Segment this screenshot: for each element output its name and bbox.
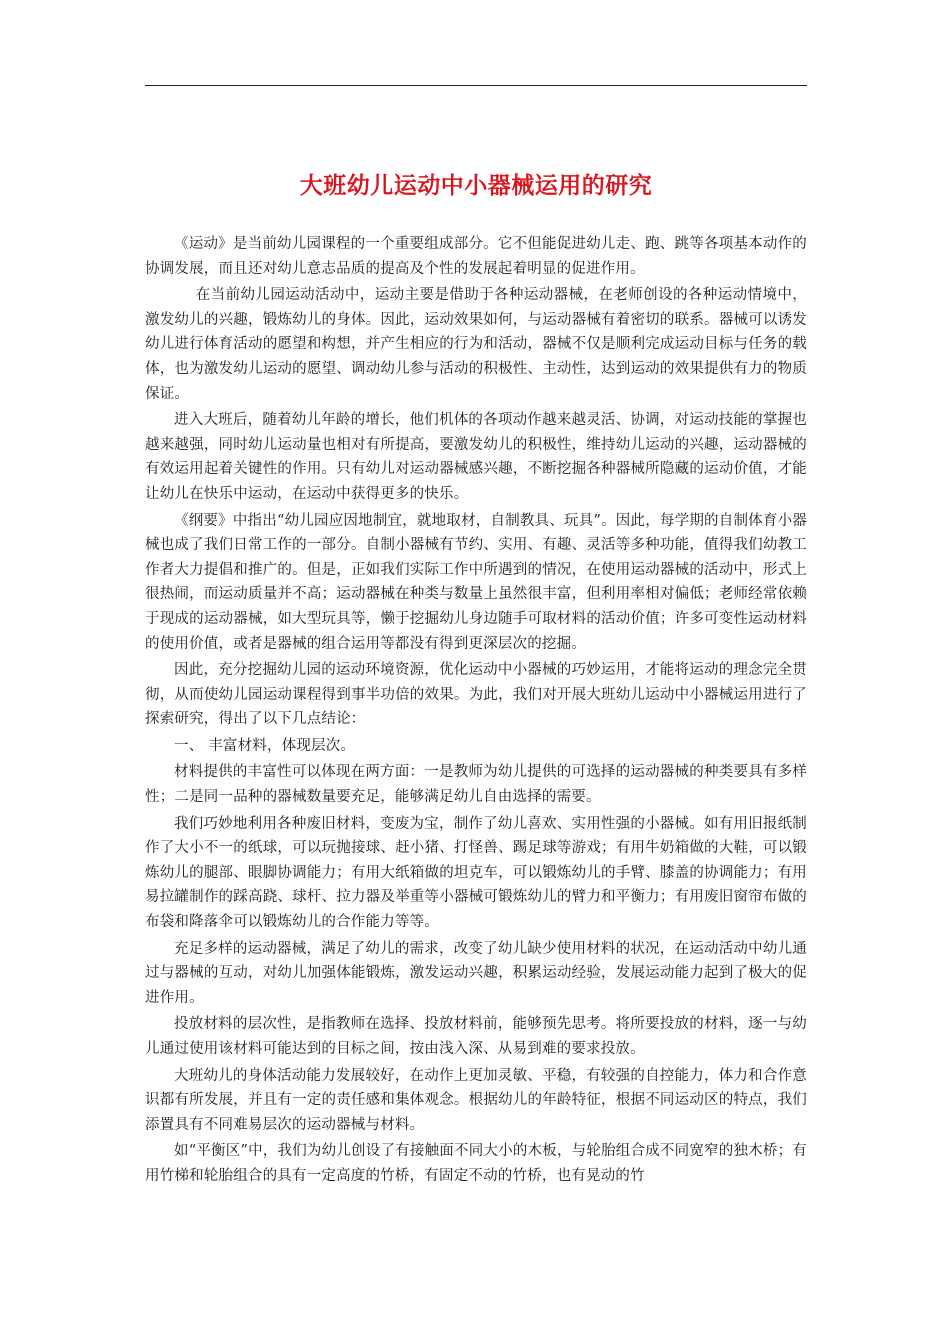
header-rule	[145, 85, 807, 86]
paragraph: 材料提供的丰富性可以体现在两方面：一是教师为幼儿提供的可选择的运动器械的种类要具有多样性；二是同一品种的器械数量要充足，能够满足幼儿自由选择的需要。	[145, 764, 807, 806]
paragraph: 因此，充分挖掘幼儿园的运动环境资源，优化运动中小器械的巧妙运用，才能将运动的理念完全贯彻，从而使幼儿园运动课程得到事半功倍的效果。为此，我们对开展大班幼儿运动中小器械运用进行了探索研究，得出了以下几点结论：	[145, 662, 807, 728]
paragraph: 如“平衡区”中，我们为幼儿创设了有接触面不同大小的木板，与轮胎组合成不同宽窄的独木桥；有用竹梯和轮胎组合的具有一定高度的竹桥，有固定不动的竹桥，也有晃动的竹	[145, 1143, 807, 1184]
paragraph: 投放材料的层次性，是指教师在选择、投放材料前，能够预先思考。将所要投放的材料，逐一与幼儿通过使用该材料可能达到的目标之间，按由浅入深、从易到难的要求投放。	[145, 1016, 807, 1057]
paragraph: 进入大班后，随着幼儿年龄的增长，他们机体的各项动作越来越灵活、协调，对运动技能的掌握也越来越强，同时幼儿运动量也相对有所提高，要激发幼儿的积极性，维持幼儿运动的兴趣，运动器械的有效运用起着关键性的作用。只有幼儿对运动器械感兴趣，不断挖掘各种器械所隐藏的运动价值，才能让幼儿在快乐中运动，在运动中获得更多的快乐。	[145, 412, 807, 502]
document-title: 大班幼儿运动中小器械运用的研究	[299, 173, 653, 199]
section-heading: 一、 丰富材料，体现层次。	[174, 737, 356, 754]
paragraph: 在当前幼儿园运动活动中，运动主要是借助于各种运动器械，在老师创设的各种运动情境中，激发幼儿的兴趣，锻炼幼儿的身体。因此，运动效果如何，与运动器械有着密切的联系。器械可以诱发幼儿进行体育活动的愿望和构想，并产生相应的行为和活动，器械不仅是顺利完成运动目标与任务的载体，也为激发幼儿运动的愿望、调动幼儿参与活动的积极性、主动性，达到运动的效果提供有力的物质保证。	[145, 287, 807, 402]
paragraph: 我们巧妙地利用各种废旧材料，变废为宝，制作了幼儿喜欢、实用性强的小器械。如有用旧报纸制作了大小不一的纸球，可以玩抛接球、赶小猪、打怪兽、踢足球等游戏；有用牛奶箱做的大鞋，可以锻炼幼儿的腿部、眼脚协调能力；有用大纸箱做的坦克车，可以锻炼幼儿的手臂、膝盖的协调能力；有用易拉罐制作的踩高跷、球杆、拉力器及举重等小器械可锻炼幼儿的臂力和平衡力；有用废旧窗帘布做的布袋和降落伞可以锻炼幼儿的合作能力等等。	[145, 815, 807, 931]
paragraph: 《纲要》中指出“幼儿园应因地制宜，就地取材，自制教具、玩具”。因此，每学期的自制体育小器械也成了我们日常工作的一部分。自制小器械有节约、实用、有趣、灵活等多种功能，值得我们幼教工作者大力提倡和推广的。但是，正如我们实际工作中所遇到的情况，在使用运动器械的活动中，形式上很热闹，而运动质量并不高；运动器械在种类与数量上虽然很丰富，但利用率相对偏低；老师经常依赖于现成的运动器械，如大型玩具等，懒于挖掘幼儿身边随手可取材料的活动价值；许多可变性运动材料的使用价值，或者是器械的组合运用等都没有得到更深层次的挖掘。	[145, 512, 807, 652]
paragraph: 《运动》是当前幼儿园课程的一个重要组成部分。它不但能促进幼儿走、跑、跳等各项基本动作的协调发展，而且还对幼儿意志品质的提高及个性的发展起着明显的促进作用。	[145, 236, 807, 277]
paragraph: 充足多样的运动器械，满足了幼儿的需求，改变了幼儿缺少使用材料的状况，在运动活动中幼儿通过与器械的互动，对幼儿加强体能锻炼，激发运动兴趣，积累运动经验，发展运动能力起到了极大的促进作用。	[145, 940, 807, 1006]
paragraph: 大班幼儿的身体活动能力发展较好，在动作上更加灵敏、平稳，有较强的自控能力，体力和合作意识都有所发展，并且有一定的责任感和集体观念。根据幼儿的年龄特征，根据不同运动区的特点，我们添置具有不同难易层次的运动器械与材料。	[145, 1067, 807, 1133]
document-body	[145, 232, 807, 1191]
